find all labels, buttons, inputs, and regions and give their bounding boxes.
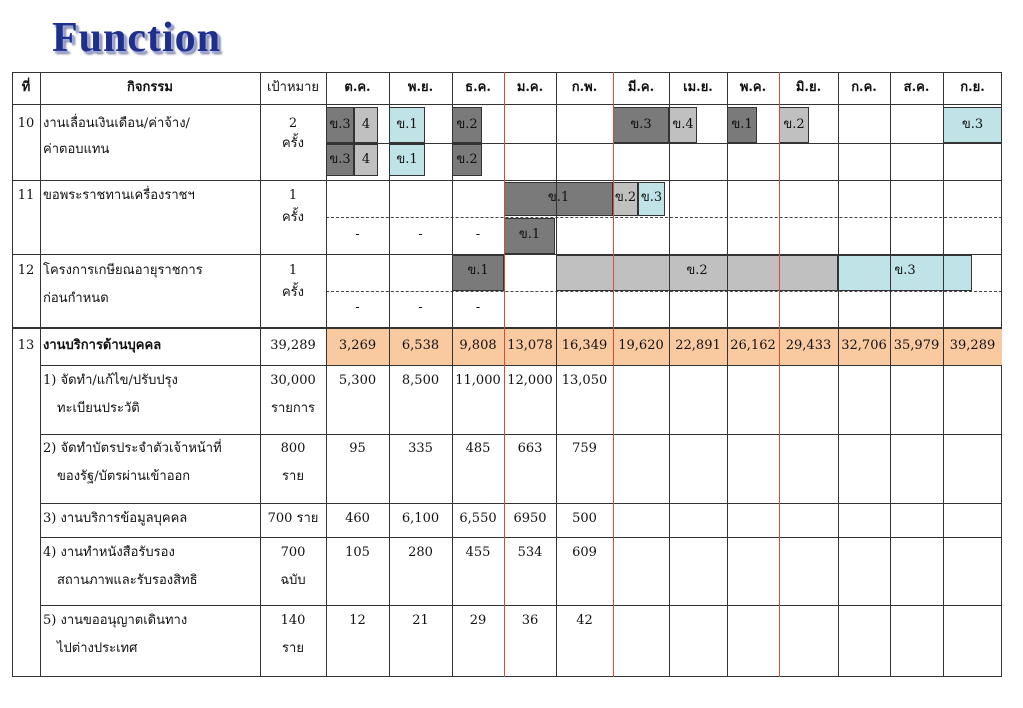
- header-target: เป้าหมาย: [266, 80, 320, 95]
- monthly-value: 534: [517, 545, 543, 560]
- target-unit: ฉบับ: [280, 573, 306, 588]
- cumulative-value: 29,433: [785, 338, 832, 353]
- dashed-rule: [326, 291, 1002, 292]
- cumulative-value: 32,706: [841, 338, 887, 353]
- cumulative-value: 3,269: [338, 338, 377, 353]
- target-value: 800: [280, 441, 306, 456]
- bar-r10-c2: ข.1: [389, 144, 425, 176]
- monthly-value: 12: [349, 613, 366, 628]
- row-rule: [12, 180, 1002, 181]
- monthly-value: 11,000: [455, 373, 501, 388]
- cumulative-value: 19,620: [618, 338, 664, 353]
- bar-r11-c: ข.3: [638, 182, 665, 216]
- header-month: ธ.ค.: [465, 80, 491, 95]
- target-unit: ราย: [282, 469, 304, 484]
- quarter-rule: [779, 72, 780, 677]
- target-value: 140: [280, 613, 306, 628]
- row-rule: [40, 537, 1002, 538]
- activity-name: โครงการเกษียณอายุราชการ: [43, 263, 203, 278]
- monthly-value: 6,550: [459, 511, 497, 526]
- bar-r10-a2: ข.3: [326, 144, 354, 176]
- subactivity-name: 3) งานบริการข้อมูลบุคคล: [43, 511, 188, 526]
- target-value: 39,289: [270, 338, 316, 353]
- bar-r10-b: 4: [354, 107, 378, 143]
- header-month: ก.ค.: [851, 80, 877, 95]
- activity-name-line2: ค่าตอบแทน: [43, 142, 110, 157]
- subactivity-name-line2: ของรัฐ/บัตรผ่านเข้าออก: [57, 469, 191, 484]
- cumulative-value: 13,078: [507, 338, 553, 353]
- monthly-value: 485: [465, 441, 491, 456]
- row-number: 12: [17, 263, 35, 278]
- col-rule: [669, 72, 670, 677]
- target-unit: ครั้ง: [281, 210, 305, 225]
- subactivity-name: 1) จัดทำ/แก้ไข/ปรับปรุง: [43, 373, 178, 388]
- subactivity-name: 5) งานขออนุญาตเดินทาง: [43, 613, 188, 628]
- dash-mark: -: [355, 300, 360, 315]
- col-rule: [890, 72, 891, 677]
- header-month: ก.ย.: [960, 80, 985, 95]
- bar-r10-g: ข.1: [727, 107, 757, 143]
- bar-r10-h: ข.2: [779, 107, 809, 143]
- monthly-value: 105: [345, 545, 370, 560]
- bar-r11-d: ข.1: [504, 218, 555, 254]
- bar-r11-b: ข.2: [613, 182, 638, 216]
- activity-name: งานบริการด้านบุคคล: [43, 338, 162, 353]
- header-month: ส.ค.: [903, 80, 930, 95]
- header-month: พ.ย.: [407, 80, 434, 95]
- cumulative-value: 26,162: [730, 338, 776, 353]
- quarter-rule: [613, 72, 614, 677]
- header-month: ม.ค.: [516, 80, 544, 95]
- subactivity-name-line2: สถานภาพและรับรองสิทธิ: [57, 573, 198, 588]
- col-rule: [727, 72, 728, 677]
- bar-r12-b: ข.2: [556, 255, 838, 291]
- subactivity-name: 4) งานทำหนังสือรับรอง: [43, 545, 175, 560]
- monthly-value: 42: [576, 613, 593, 628]
- bar-r10-c: ข.1: [389, 107, 425, 143]
- target-value: 1: [288, 188, 298, 203]
- bar-r10-a: ข.3: [326, 107, 354, 143]
- monthly-value: 29: [469, 613, 487, 628]
- monthly-value: 759: [572, 441, 597, 456]
- dash-mark: -: [418, 227, 423, 242]
- dash-mark: -: [475, 300, 481, 315]
- monthly-value: 13,050: [561, 373, 608, 388]
- row-rule: [40, 365, 1002, 366]
- cumulative-value: 6,538: [401, 338, 440, 353]
- row-rule: [40, 434, 1002, 435]
- row-number: 13: [17, 338, 35, 353]
- header-rule: [12, 104, 1002, 105]
- activity-name: งานเลื่อนเงินเดือน/ค่าจ้าง/: [43, 116, 190, 131]
- header-month: ต.ค.: [344, 80, 371, 95]
- subactivity-name-line2: ไปต่างประเทศ: [57, 641, 138, 656]
- header-activity: กิจกรรม: [127, 80, 173, 95]
- monthly-value: 460: [345, 511, 370, 526]
- header-no: ที่: [21, 80, 31, 95]
- sub-rule: [326, 143, 1002, 144]
- bar-r12-c: ข.3: [838, 255, 972, 291]
- target-value: 1: [288, 263, 298, 278]
- target-value: 30,000: [270, 373, 316, 388]
- cumulative-value: 39,289: [949, 338, 996, 353]
- target-value: 700 ราย: [267, 511, 319, 526]
- activity-name-line2: ก่อนกำหนด: [43, 291, 109, 306]
- monthly-value: 8,500: [401, 373, 440, 388]
- target-unit: ครั้ง: [281, 136, 305, 151]
- header-month: พ.ค.: [739, 80, 767, 95]
- bar-r10-b2: 4: [354, 144, 378, 176]
- bar-r11-a: ข.1: [504, 182, 613, 216]
- monthly-value: 6,100: [401, 511, 440, 526]
- bar-r12-a: ข.1: [452, 255, 504, 291]
- monthly-value: 21: [412, 613, 429, 628]
- bar-r10-i: ข.3: [943, 107, 1002, 143]
- target-value: 2: [288, 116, 298, 131]
- target-unit: ราย: [282, 641, 304, 656]
- monthly-value: 335: [408, 441, 433, 456]
- monthly-value: 663: [517, 441, 543, 456]
- row-rule: [40, 605, 1002, 606]
- dashed-rule: [326, 217, 1002, 218]
- dash-mark: -: [355, 227, 360, 242]
- cumulative-value: 9,808: [459, 338, 497, 353]
- cumulative-value: 35,979: [893, 338, 940, 353]
- monthly-value: 12,000: [507, 373, 553, 388]
- bar-r10-e: ข.3: [613, 107, 669, 143]
- cumulative-value: 22,891: [675, 338, 721, 353]
- header-month: มิ.ย.: [795, 80, 822, 95]
- header-month: เม.ย.: [683, 80, 713, 95]
- col-rule: [838, 72, 839, 677]
- subactivity-name-line2: ทะเบียนประวัติ: [57, 401, 140, 416]
- row-rule: [12, 254, 1002, 255]
- dash-mark: -: [418, 300, 423, 315]
- col-rule: [943, 72, 944, 677]
- target-unit: ครั้ง: [281, 285, 305, 300]
- subactivity-name: 2) จัดทำบัตรประจำตัวเจ้าหน้าที่: [43, 441, 222, 456]
- monthly-value: 280: [408, 545, 433, 560]
- monthly-value: 36: [521, 613, 539, 628]
- bar-r10-d2: ข.2: [452, 144, 482, 176]
- row-rule: [40, 503, 1002, 504]
- dash-mark: -: [475, 227, 481, 242]
- page-title: Function: [52, 15, 222, 61]
- target-value: 700: [280, 545, 306, 560]
- cumulative-value: 16,349: [561, 338, 608, 353]
- row-number: 10: [17, 116, 35, 131]
- header-month: มี.ค.: [627, 80, 655, 95]
- target-unit: รายการ: [270, 401, 316, 416]
- header-month: ก.พ.: [571, 80, 598, 95]
- monthly-value: 609: [572, 545, 597, 560]
- bar-r10-d: ข.2: [452, 107, 482, 143]
- row-number: 11: [17, 188, 35, 203]
- monthly-value: 95: [349, 441, 366, 456]
- bar-r10-f: ข.4: [669, 107, 697, 143]
- row-rule: [12, 327, 1002, 329]
- monthly-value: 455: [465, 545, 491, 560]
- col-rule: [40, 72, 41, 677]
- monthly-value: 500: [572, 511, 597, 526]
- monthly-value: 6950: [513, 511, 547, 526]
- monthly-value: 5,300: [338, 373, 377, 388]
- activity-name: ขอพระราชทานเครื่องราชฯ: [43, 188, 195, 203]
